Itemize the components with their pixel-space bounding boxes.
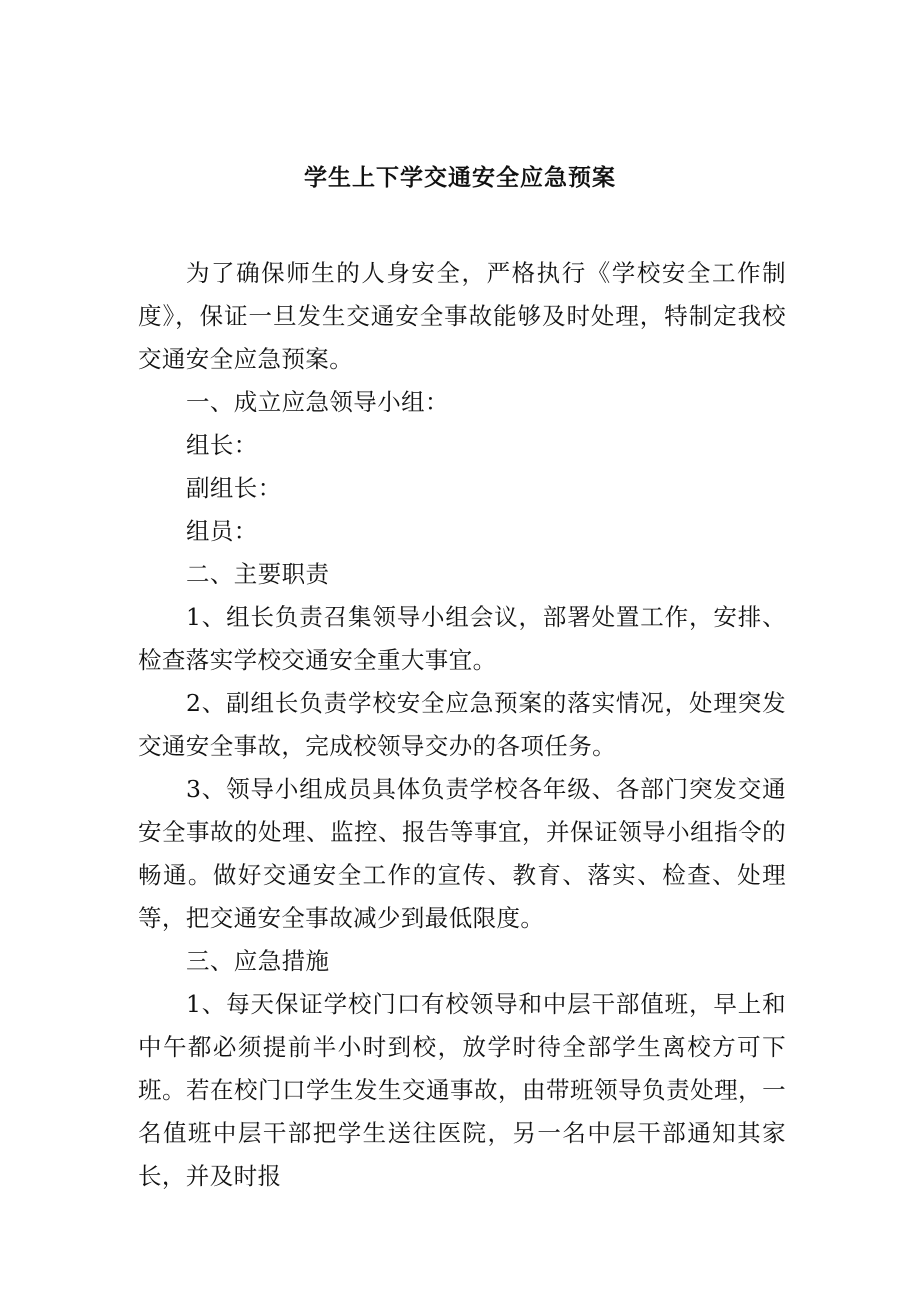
document-body <box>138 252 786 1198</box>
measure-item-1: 1、每天保证学校门口有校领导和中层干部值班，早上和中午都必须提前半小时到校，放学时待全部学生离校方可下班。若在校门口学生发生交通事故，由带班领导负责处理，一名值班中层干部把学生送往医院，另一名中层干部通知其家长，并及时报 <box>138 990 786 1190</box>
section-heading-leadership-group: 一、成立应急领导小组： <box>186 388 449 416</box>
responsibility-item-3: 3、领导小组成员具体负责学校各年级、各部门突发交通安全事故的处理、监控、报告等事宜，并保证领导小组指令的畅通。做好交通安全工作的宣传、教育、落实、检查、处理等，把交通安全事故减少到最低限度。 <box>138 775 786 932</box>
document-title: 学生上下学交通安全应急预案 <box>304 164 616 191</box>
group-leader-line: 组长： <box>186 431 258 459</box>
responsibility-item-1: 1、组长负责召集领导小组会议，部署处置工作，安排、检查落实学校交通安全重大事宜。 <box>138 603 786 674</box>
responsibility-item-2: 2、副组长负责学校安全应急预案的落实情况，处理突发交通安全事故，完成校领导交办的各项任务。 <box>138 689 786 760</box>
deputy-leader-line: 副组长： <box>186 474 282 502</box>
section-heading-emergency-measures: 三、应急措施 <box>186 947 330 975</box>
section-heading-responsibilities: 二、主要职责 <box>186 560 330 588</box>
group-members-line: 组员： <box>186 517 258 545</box>
intro-paragraph: 为了确保师生的人身安全，严格执行《学校安全工作制度》，保证一旦发生交通安全事故能够及时处理，特制定我校交通安全应急预案。 <box>138 259 786 373</box>
